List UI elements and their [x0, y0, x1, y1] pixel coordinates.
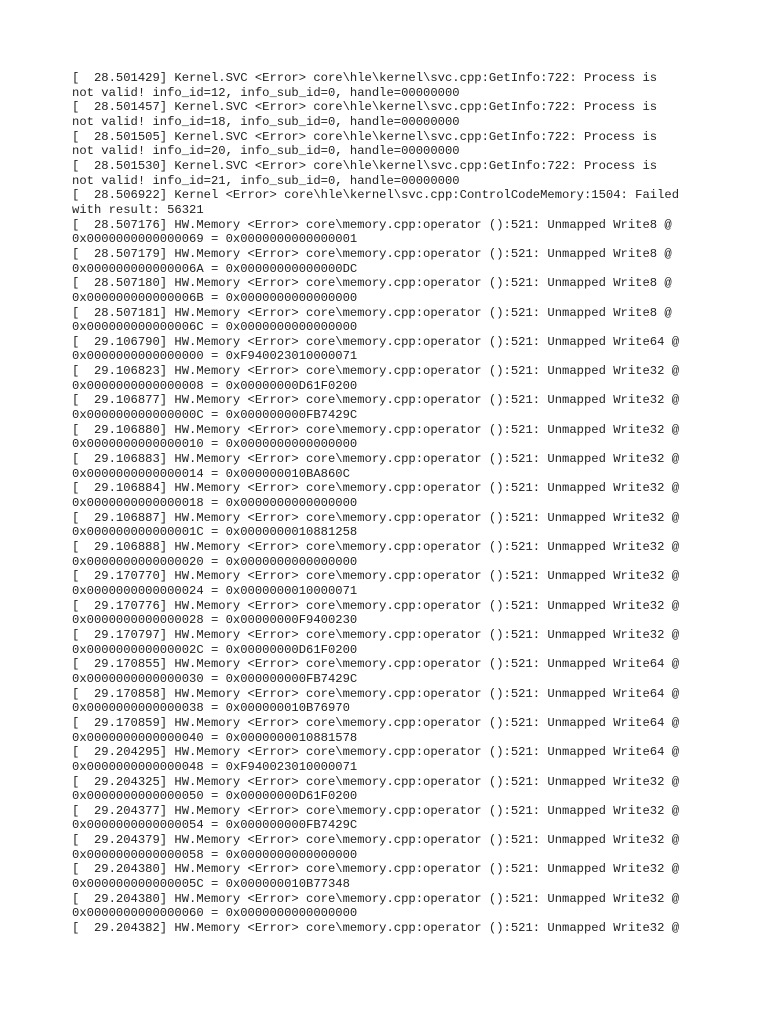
log-line: 0x0000000000000054 = 0x000000000FB7429C	[72, 818, 358, 833]
log-line: [ 29.170858] HW.Memory <Error> core\memory.cpp:operator ():521: Unmapped Write64 @	[72, 686, 680, 701]
log-line: [ 28.501429] Kernel.SVC <Error> core\hle\kernel\svc.cpp:GetInfo:722: Process is	[72, 71, 658, 85]
log-line: [ 29.106887] HW.Memory <Error> core\memory.cpp:operator ():521: Unmapped Write32 @	[72, 510, 680, 525]
log-line: 0x0000000000000000 = 0xF940023010000071	[72, 349, 358, 364]
log-line: [ 29.106888] HW.Memory <Error> core\memory.cpp:operator ():521: Unmapped Write32 @	[72, 540, 680, 554]
log-line: 0x0000000000000020 = 0x0000000000000000	[72, 554, 358, 569]
log-line: not valid! info_id=21, info_sub_id=0, handle=00000000	[72, 173, 460, 188]
log-line: 0x0000000000000018 = 0x0000000000000000	[72, 496, 358, 511]
log-line: 0x000000000000002C = 0x00000000D61F0200	[72, 642, 358, 657]
log-line: 0x0000000000000069 = 0x0000000000000001	[72, 232, 358, 247]
log-line: [ 29.106883] HW.Memory <Error> core\memory.cpp:operator ():521: Unmapped Write32 @	[72, 452, 680, 467]
log-line: [ 29.106880] HW.Memory <Error> core\memory.cpp:operator ():521: Unmapped Write32 @	[72, 422, 680, 437]
log-line: 0x0000000000000014 = 0x000000010BA860C	[72, 466, 350, 481]
log-line: [ 28.507181] HW.Memory <Error> core\memory.cpp:operator ():521: Unmapped Write8 @	[72, 305, 672, 320]
log-line: 0x0000000000000050 = 0x00000000D61F0200	[72, 789, 358, 804]
log-line: [ 28.507176] HW.Memory <Error> core\memory.cpp:operator ():521: Unmapped Write8 @	[72, 217, 672, 232]
log-line: 0x0000000000000060 = 0x0000000000000000	[72, 906, 358, 921]
log-line: [ 28.501457] Kernel.SVC <Error> core\hle\kernel\svc.cpp:GetInfo:722: Process is	[72, 100, 658, 115]
log-line: [ 29.204379] HW.Memory <Error> core\memory.cpp:operator ():521: Unmapped Write32 @	[72, 833, 680, 848]
log-line: [ 29.106790] HW.Memory <Error> core\memory.cpp:operator ():521: Unmapped Write64 @	[72, 334, 680, 349]
log-line: [ 29.170770] HW.Memory <Error> core\memory.cpp:operator ():521: Unmapped Write32 @	[72, 569, 680, 584]
log-line: [ 29.106823] HW.Memory <Error> core\memory.cpp:operator ():521: Unmapped Write32 @	[72, 364, 680, 379]
log-line: [ 29.170776] HW.Memory <Error> core\memory.cpp:operator ():521: Unmapped Write32 @	[72, 598, 680, 613]
log-line: not valid! info_id=20, info_sub_id=0, handle=00000000	[72, 144, 460, 159]
log-line: with result: 56321	[72, 202, 204, 217]
log-line: 0x0000000000000028 = 0x00000000F9400230	[72, 613, 358, 628]
log-line: [ 29.204377] HW.Memory <Error> core\memory.cpp:operator ():521: Unmapped Write32 @	[72, 803, 680, 818]
log-line: [ 29.204295] HW.Memory <Error> core\memory.cpp:operator ():521: Unmapped Write64 @	[72, 745, 680, 760]
log-line: [ 29.106877] HW.Memory <Error> core\memory.cpp:operator ():521: Unmapped Write32 @	[72, 393, 680, 408]
log-line: [ 29.170859] HW.Memory <Error> core\memory.cpp:operator ():521: Unmapped Write64 @	[72, 715, 680, 730]
log-line: 0x0000000000000008 = 0x00000000D61F0200	[72, 378, 358, 393]
log-line: [ 29.204380] HW.Memory <Error> core\memory.cpp:operator ():521: Unmapped Write32 @	[72, 862, 680, 877]
log-line: 0x0000000000000030 = 0x000000000FB7429C	[72, 671, 358, 686]
log-line: [ 28.501530] Kernel.SVC <Error> core\hle\kernel\svc.cpp:GetInfo:722: Process is	[72, 158, 658, 173]
log-line: [ 29.106884] HW.Memory <Error> core\memory.cpp:operator ():521: Unmapped Write32 @	[72, 481, 680, 496]
log-line: 0x0000000000000048 = 0xF940023010000071	[72, 759, 358, 774]
log-line: [ 29.170797] HW.Memory <Error> core\memory.cpp:operator ():521: Unmapped Write32 @	[72, 627, 680, 642]
log-line: 0x000000000000006C = 0x0000000000000000	[72, 320, 358, 335]
log-line: 0x000000000000006A = 0x00000000000000DC	[72, 261, 358, 276]
log-line: not valid! info_id=18, info_sub_id=0, handle=00000000	[72, 114, 460, 129]
log-line: [ 29.204380] HW.Memory <Error> core\memory.cpp:operator ():521: Unmapped Write32 @	[72, 891, 680, 906]
log-line: [ 29.204325] HW.Memory <Error> core\memory.cpp:operator ():521: Unmapped Write32 @	[72, 774, 680, 789]
log-line: [ 29.170855] HW.Memory <Error> core\memory.cpp:operator ():521: Unmapped Write64 @	[72, 657, 680, 672]
log-line: not valid! info_id=12, info_sub_id=0, handle=00000000	[72, 85, 460, 100]
log-document	[72, 71, 712, 936]
log-line: [ 28.501505] Kernel.SVC <Error> core\hle\kernel\svc.cpp:GetInfo:722: Process is	[72, 129, 658, 144]
log-text-block	[72, 71, 712, 936]
log-line: 0x0000000000000038 = 0x000000010B76970	[72, 701, 350, 716]
log-line: 0x000000000000000C = 0x000000000FB7429C	[72, 408, 358, 423]
log-line: [ 28.507180] HW.Memory <Error> core\memory.cpp:operator ():521: Unmapped Write8 @	[72, 276, 672, 291]
log-line: 0x000000000000006B = 0x0000000000000000	[72, 290, 358, 305]
log-line: 0x000000000000001C = 0x0000000010881258	[72, 525, 358, 540]
log-line: 0x0000000000000040 = 0x0000000010881578	[72, 730, 358, 745]
log-line: [ 29.204382] HW.Memory <Error> core\memory.cpp:operator ():521: Unmapped Write32 @	[72, 921, 680, 936]
log-line: 0x0000000000000058 = 0x0000000000000000	[72, 847, 358, 862]
log-line: 0x0000000000000024 = 0x0000000010000071	[72, 583, 358, 598]
log-line: 0x000000000000005C = 0x000000010B77348	[72, 877, 350, 892]
log-line: 0x0000000000000010 = 0x0000000000000000	[72, 437, 358, 452]
log-line: [ 28.507179] HW.Memory <Error> core\memory.cpp:operator ():521: Unmapped Write8 @	[72, 246, 672, 261]
log-line: [ 28.506922] Kernel <Error> core\hle\kernel\svc.cpp:ControlCodeMemory:1504: Failed	[72, 188, 680, 203]
